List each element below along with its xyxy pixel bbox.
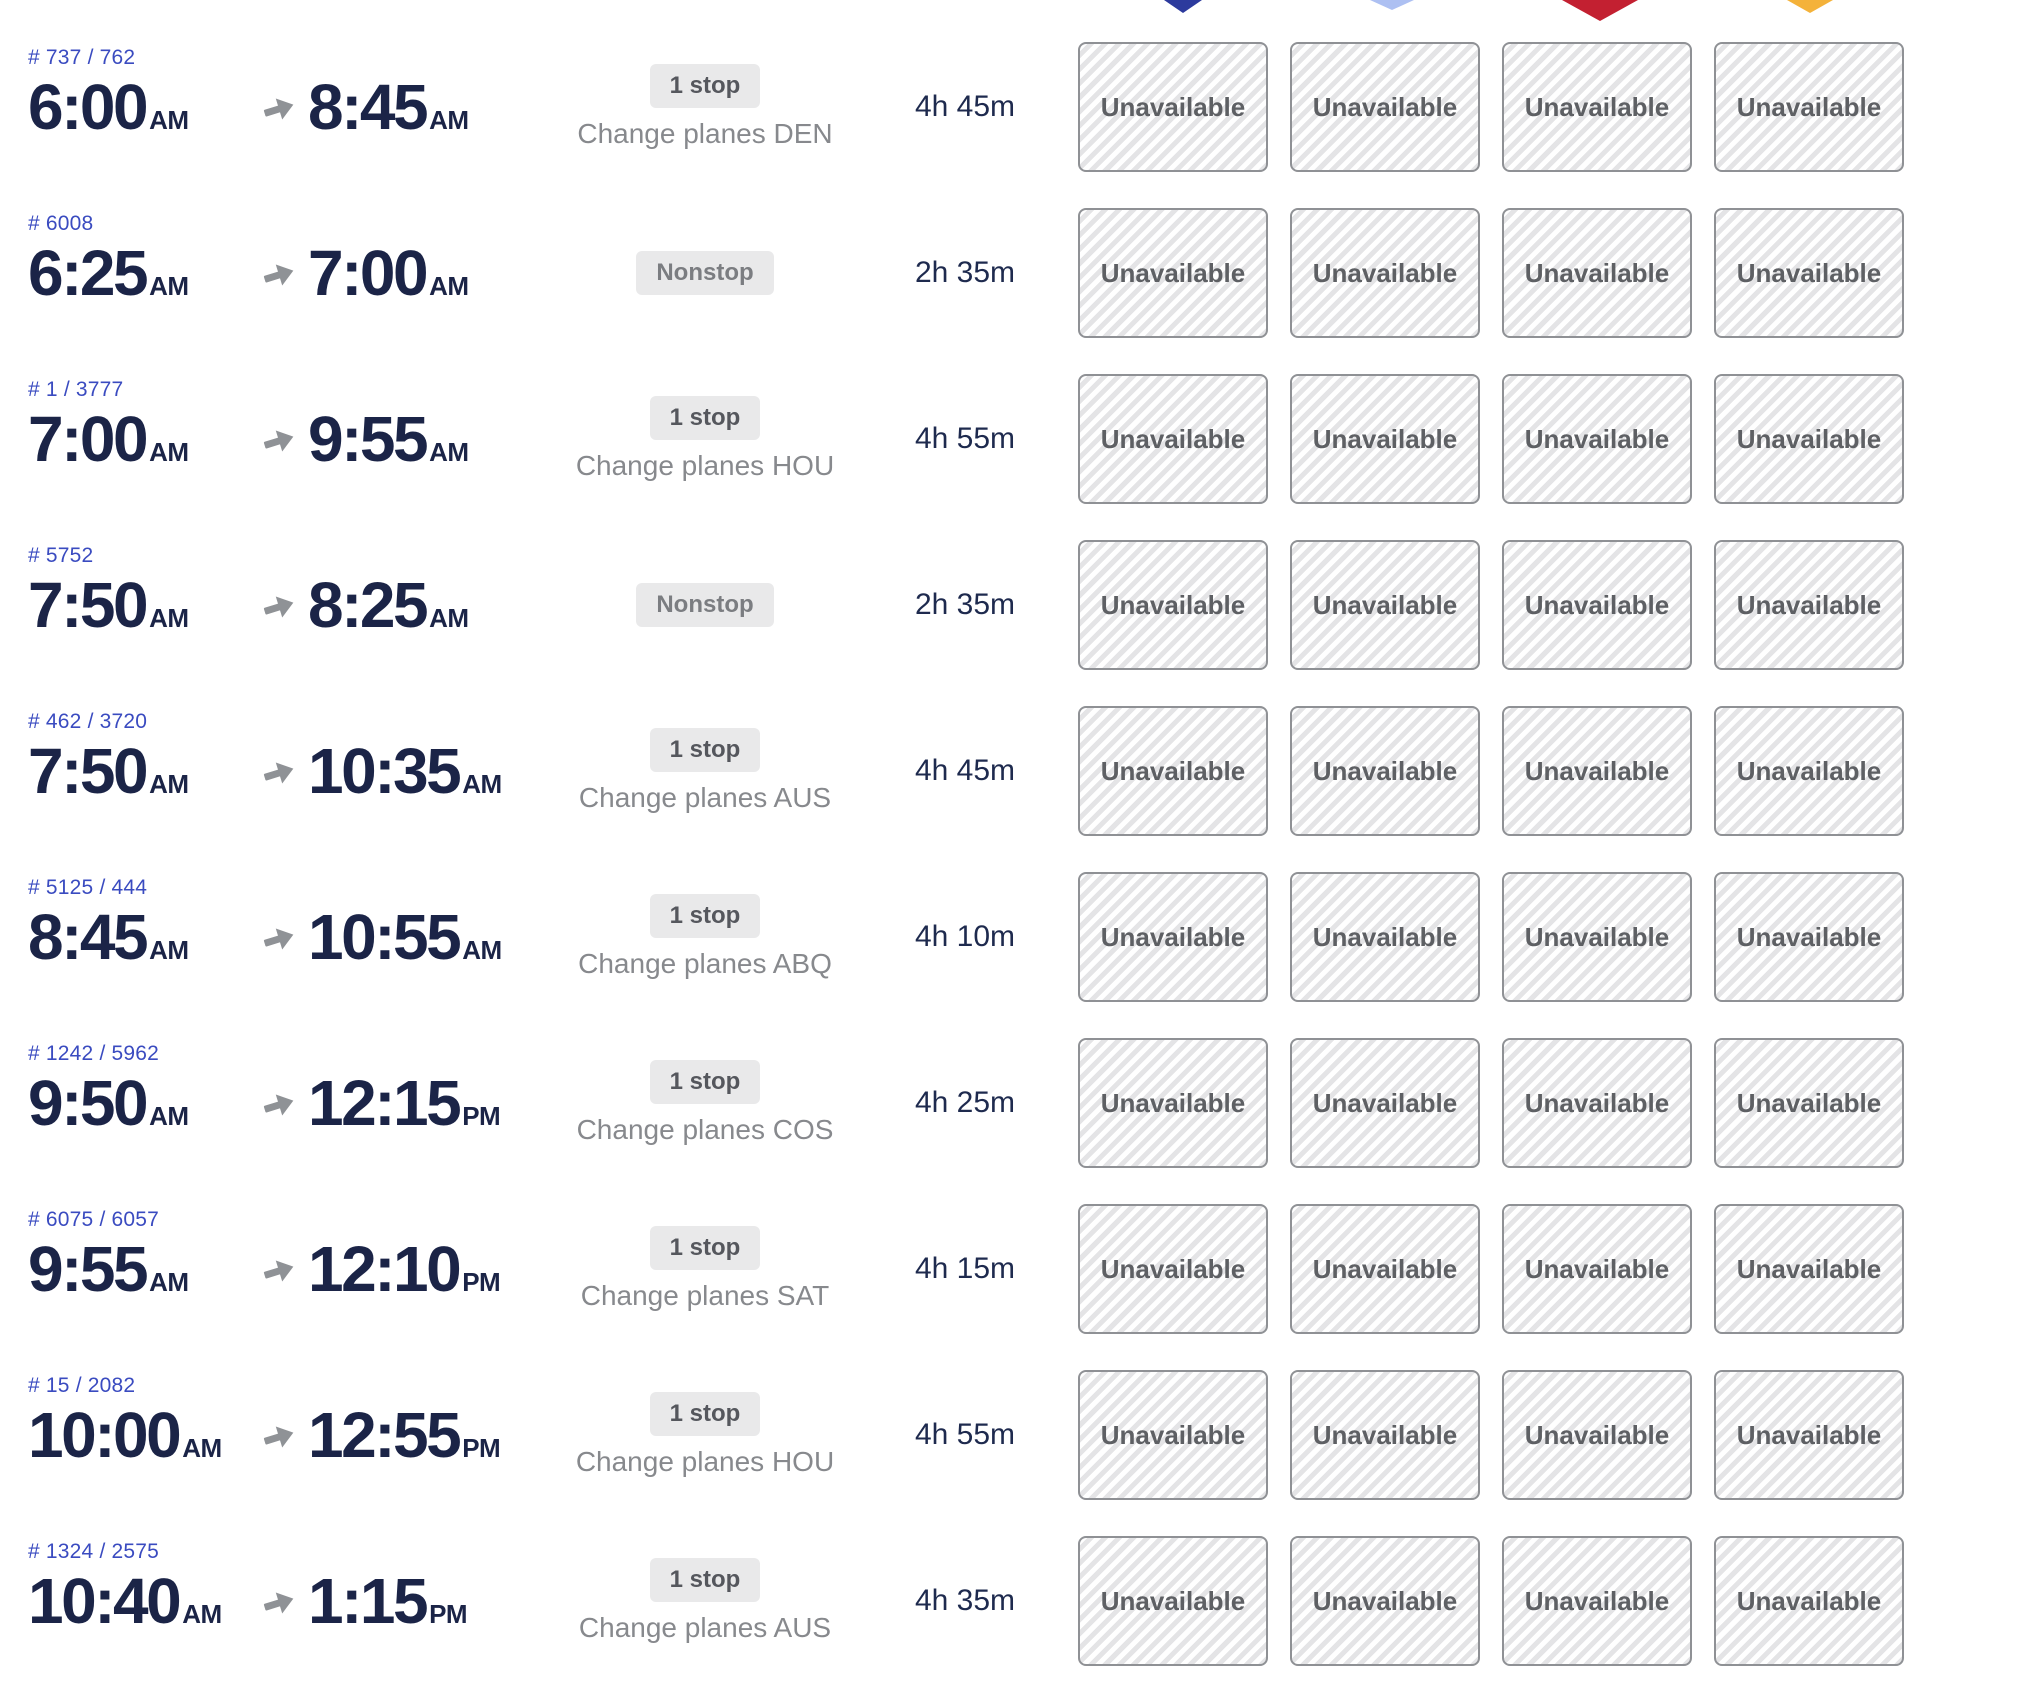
departure-time-period: AM [149,769,189,799]
stops-cell [540,894,870,980]
arrow-cell [250,421,308,457]
stops-cell [540,251,870,295]
flight-row [0,702,2026,868]
arrival-time-period: AM [429,603,469,633]
change-planes-label: Change planes AUS [578,1612,832,1643]
arrival-time-value: 10:35 [308,735,460,807]
departure-time [28,1067,250,1139]
arrival-time-value: 8:25 [308,569,427,641]
stops-badge: 1 stop [650,1226,761,1270]
departure-time-period: AM [182,1433,222,1463]
stops-cell [540,1392,870,1478]
arrow-right-icon [261,255,297,291]
arrow-cell [250,89,308,125]
change-planes-label: Change planes HOU [575,1446,835,1477]
flight-row-main [28,1204,1904,1334]
duration-label: 4h 45m [914,754,1016,787]
stops-badge: 1 stop [650,1060,761,1104]
fare-unavailable-button: Unavailable [1078,1370,1268,1500]
fare-unavailable-button: Unavailable [1290,1038,1480,1168]
fare-buttons [1078,1038,1904,1168]
change-planes-label: Change planes ABQ [578,948,832,979]
arrival-time-period: AM [429,437,469,467]
departure-time [28,403,250,475]
fare-unavailable-button: Unavailable [1502,872,1692,1002]
departure-time-value: 8:45 [28,901,147,973]
flight-row [0,1366,2026,1532]
arrow-right-icon [261,1251,297,1287]
change-planes-label: Change planes SAT [580,1280,830,1311]
fare-buttons [1078,872,1904,1002]
fare-unavailable-button: Unavailable [1078,872,1268,1002]
fare-unavailable-button: Unavailable [1714,1370,1904,1500]
flight-row [0,1532,2026,1698]
flight-row [0,1200,2026,1366]
flight-row-main [28,1370,1904,1500]
fare-unavailable-button: Unavailable [1714,42,1904,172]
duration-label: 2h 35m [914,256,1016,289]
fare-unavailable-button: Unavailable [1502,1536,1692,1666]
duration-label: 4h 45m [914,90,1016,123]
arrival-time [308,1067,540,1139]
arrival-time [308,1399,540,1471]
arrival-time [308,901,540,973]
fare-buttons [1078,1370,1904,1500]
fare-unavailable-button: Unavailable [1290,540,1480,670]
fare-unavailable-button: Unavailable [1078,1204,1268,1334]
flight-row [0,38,2026,204]
departure-time-value: 6:00 [28,71,147,143]
fare-unavailable-button: Unavailable [1502,706,1692,836]
stops-cell [540,1558,870,1644]
fare-unavailable-button: Unavailable [1714,1204,1904,1334]
arrival-time-period: PM [429,1599,468,1629]
arrow-cell [250,255,308,291]
arrow-cell [250,587,308,623]
stops-badge: 1 stop [650,728,761,772]
departure-time-period: AM [149,1101,189,1131]
fare-tier-diamond-red [1562,0,1638,21]
fare-unavailable-button: Unavailable [1078,540,1268,670]
flight-row [0,1034,2026,1200]
flight-row [0,536,2026,702]
stops-badge: 1 stop [650,64,761,108]
flight-row-main [28,42,1904,172]
arrow-right-icon [261,421,297,457]
arrival-time [308,735,540,807]
fare-unavailable-button: Unavailable [1714,872,1904,1002]
flight-number: # 6075 / 6057 [28,1208,160,1231]
arrow-right-icon [261,1417,297,1453]
fare-buttons [1078,1536,1904,1666]
arrow-cell [250,1085,308,1121]
duration-label: 2h 35m [914,588,1016,621]
fare-unavailable-button: Unavailable [1078,42,1268,172]
fare-unavailable-button: Unavailable [1502,1370,1692,1500]
stops-cell [540,1060,870,1146]
fare-unavailable-button: Unavailable [1714,540,1904,670]
fare-unavailable-button: Unavailable [1502,540,1692,670]
arrow-cell [250,1251,308,1287]
fare-unavailable-button: Unavailable [1502,42,1692,172]
duration-label: 4h 15m [914,1252,1016,1285]
flight-number: # 1324 / 2575 [28,1540,160,1563]
fare-tier-diamond-yellow [1787,0,1833,13]
arrow-cell [250,1417,308,1453]
duration-label: 4h 25m [914,1086,1016,1119]
fare-unavailable-button: Unavailable [1714,706,1904,836]
fare-unavailable-button: Unavailable [1290,1536,1480,1666]
departure-time-value: 9:50 [28,1067,147,1139]
arrival-time-period: PM [462,1101,501,1131]
fare-unavailable-button: Unavailable [1714,1038,1904,1168]
arrival-time [308,1233,540,1305]
flight-row [0,204,2026,370]
arrival-time-value: 9:55 [308,403,427,475]
stops-badge: 1 stop [650,1392,761,1436]
fare-unavailable-button: Unavailable [1290,706,1480,836]
fare-unavailable-button: Unavailable [1290,1370,1480,1500]
departure-time-period: AM [149,271,189,301]
stops-cell [540,583,870,627]
fare-unavailable-button: Unavailable [1078,208,1268,338]
stops-cell [540,64,870,150]
departure-time [28,1565,250,1637]
arrow-right-icon [261,919,297,955]
flight-number: # 5125 / 444 [28,876,148,899]
arrival-time-value: 12:55 [308,1399,460,1471]
arrival-time-value: 7:00 [308,237,427,309]
fare-tier-diamond-darkblue [1164,0,1202,13]
flight-number: # 737 / 762 [28,46,136,69]
departure-time-period: AM [149,603,189,633]
stops-cell [540,396,870,482]
departure-time-value: 10:00 [28,1399,180,1471]
departure-time-value: 10:40 [28,1565,180,1637]
change-planes-label: Change planes AUS [578,782,832,813]
arrival-time-value: 8:45 [308,71,427,143]
arrow-right-icon [261,587,297,623]
flight-number: # 1242 / 5962 [28,1042,160,1065]
arrival-time [308,237,540,309]
fare-unavailable-button: Unavailable [1714,1536,1904,1666]
arrival-time-period: AM [462,769,502,799]
arrival-time-period: PM [462,1267,501,1297]
arrival-time [308,569,540,641]
stops-badge: 1 stop [650,894,761,938]
arrival-time-value: 12:10 [308,1233,460,1305]
arrival-time-period: PM [462,1433,501,1463]
arrow-right-icon [261,1583,297,1619]
change-planes-label: Change planes HOU [575,450,835,481]
arrow-right-icon [261,1085,297,1121]
flight-list [0,38,2026,1698]
change-planes-label: Change planes COS [576,1114,834,1145]
departure-time-value: 7:50 [28,569,147,641]
arrival-time-value: 12:15 [308,1067,460,1139]
fare-unavailable-button: Unavailable [1502,1204,1692,1334]
arrow-cell [250,1583,308,1619]
departure-time [28,569,250,641]
fare-unavailable-button: Unavailable [1290,872,1480,1002]
duration-label: 4h 55m [914,1418,1016,1451]
departure-time-value: 7:50 [28,735,147,807]
arrival-time-period: AM [429,271,469,301]
arrival-time [308,71,540,143]
flight-number: # 462 / 3720 [28,710,148,733]
flight-row-main [28,872,1904,1002]
stops-cell [540,728,870,814]
fare-buttons [1078,706,1904,836]
duration-label: 4h 10m [914,920,1016,953]
arrival-time-value: 10:55 [308,901,460,973]
fare-unavailable-button: Unavailable [1290,1204,1480,1334]
fare-unavailable-button: Unavailable [1078,374,1268,504]
arrow-right-icon [261,89,297,125]
flight-row [0,868,2026,1034]
duration-label: 4h 55m [914,422,1016,455]
flight-row-main [28,706,1904,836]
fare-unavailable-button: Unavailable [1502,208,1692,338]
change-planes-label: Change planes DEN [577,118,833,149]
fare-unavailable-button: Unavailable [1714,208,1904,338]
departure-time [28,735,250,807]
departure-time-value: 9:55 [28,1233,147,1305]
arrival-time-period: AM [429,105,469,135]
departure-time-period: AM [149,437,189,467]
fare-tier-diamond-lightblue [1370,0,1414,10]
departure-time [28,71,250,143]
flight-number: # 5752 [28,544,94,567]
departure-time-period: AM [149,105,189,135]
duration-label: 4h 35m [914,1584,1016,1617]
fare-buttons [1078,42,1904,172]
flight-row-main [28,540,1904,670]
stops-badge: Nonstop [636,583,773,627]
departure-time-period: AM [149,1267,189,1297]
departure-time-period: AM [182,1599,222,1629]
fare-buttons [1078,374,1904,504]
stops-badge: 1 stop [650,1558,761,1602]
stops-badge: 1 stop [650,396,761,440]
arrival-time [308,403,540,475]
departure-time [28,1399,250,1471]
flight-row-main [28,374,1904,504]
departure-time-value: 7:00 [28,403,147,475]
flight-row-main [28,208,1904,338]
arrow-cell [250,919,308,955]
arrival-time-period: AM [462,935,502,965]
fare-unavailable-button: Unavailable [1714,374,1904,504]
fare-unavailable-button: Unavailable [1078,706,1268,836]
arrow-right-icon [261,753,297,789]
fare-unavailable-button: Unavailable [1078,1536,1268,1666]
flight-row [0,370,2026,536]
stops-cell [540,1226,870,1312]
fare-buttons [1078,1204,1904,1334]
departure-time [28,1233,250,1305]
arrival-time-value: 1:15 [308,1565,427,1637]
flight-number: # 1 / 3777 [28,378,124,401]
fare-unavailable-button: Unavailable [1290,374,1480,504]
fare-buttons [1078,208,1904,338]
departure-time-value: 6:25 [28,237,147,309]
flight-row-main [28,1536,1904,1666]
flight-row-main [28,1038,1904,1168]
arrow-cell [250,753,308,789]
fare-unavailable-button: Unavailable [1290,42,1480,172]
fare-unavailable-button: Unavailable [1078,1038,1268,1168]
fare-unavailable-button: Unavailable [1502,374,1692,504]
fare-unavailable-button: Unavailable [1290,208,1480,338]
fare-buttons [1078,540,1904,670]
flight-number: # 15 / 2082 [28,1374,136,1397]
departure-time [28,901,250,973]
flight-number: # 6008 [28,212,94,235]
stops-badge: Nonstop [636,251,773,295]
departure-time-period: AM [149,935,189,965]
fare-unavailable-button: Unavailable [1502,1038,1692,1168]
arrival-time [308,1565,540,1637]
departure-time [28,237,250,309]
